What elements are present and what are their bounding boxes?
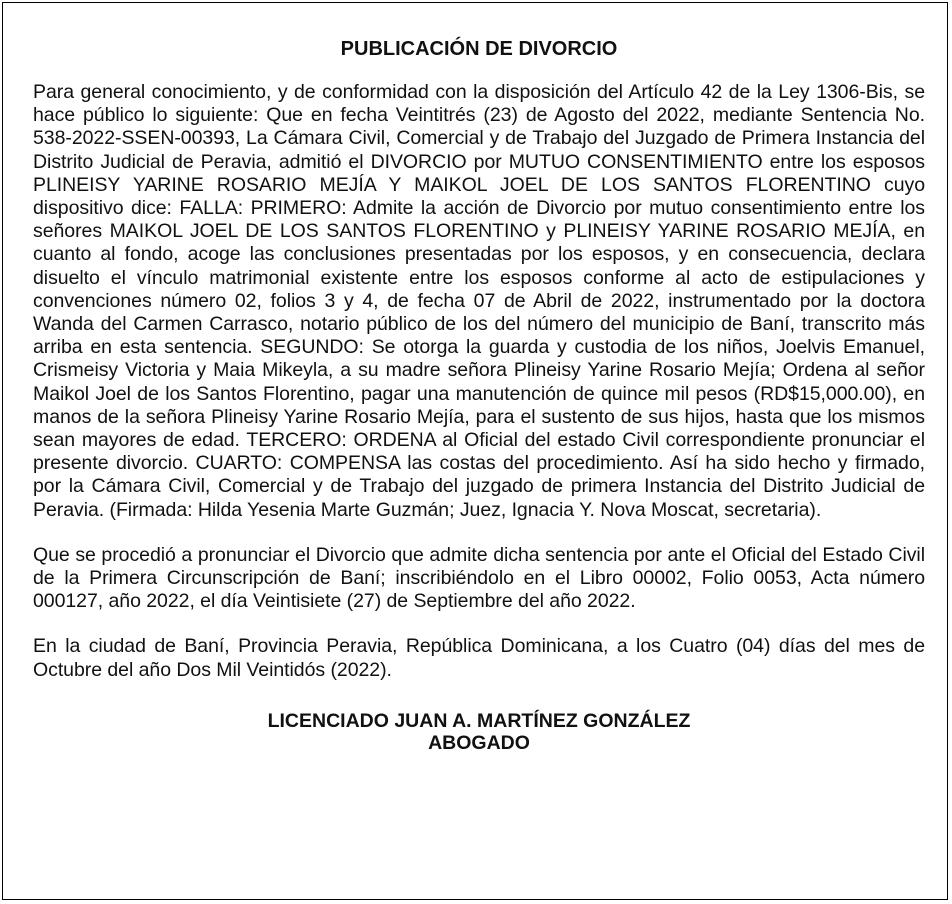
- signature-name: LICENCIADO JUAN A. MARTÍNEZ GONZÁLEZ: [267, 709, 691, 732]
- notice-paragraph-place-date: En la ciudad de Baní, Provincia Peravia, República Dominicana, a los Cuatro (04) días del mes de Octubre del año Dos Mil Veintidós (2022).: [33, 635, 925, 681]
- legal-notice: [2, 2, 948, 900]
- signature-block: [33, 710, 925, 754]
- signature-role: ABOGADO: [428, 731, 530, 754]
- notice-title: PUBLICACIÓN DE DIVORCIO: [340, 38, 618, 60]
- notice-paragraph-ruling: Para general conocimiento, y de conformidad con la disposición del Artículo 42 de la Ley 1306-Bis, se hace público lo siguiente: Que en fecha Veintitrés (23) de Agosto del 2022, mediante Sentencia No. 538-2022-SSEN-00393, La Cámara Civil, Comercial y de Trabajo del Juzgado de Primera Instancia del Distrito Judicial de Peravia, admitió el DIVORCIO por MUTUO CONSENTIMIENTO entre los esposos PLINEISY YARINE ROSARIO MEJÍA Y MAIKOL JOEL DE LOS SANTOS FLORENTINO cuyo dispositivo dice: FALLA: PRIMERO: Admite la acción de Divorcio por mutuo consentimiento entre los señores MAIKOL JOEL DE LOS SANTOS FLORENTINO y PLINEISY YARINE ROSARIO MEJÍA, en cuanto al fondo, acoge las conclusiones presentadas por los esposos, y en consecuencia, declara disuelto el vínculo matrimonial existente entre los esposos conforme al acto de estipulaciones y convenciones número 02, folios 3 y 4, de fecha 07 de Abril de 2022, instrumentado por la doctora Wanda del Carmen Carrasco, notario público de los del número del municipio de Baní, transcrito más arriba en esta sentencia. SEGUNDO: Se otorga la guarda y custodia de los niños, Joelvis Emanuel, Crismeisy Victoria y Maia Mikeyla, a su madre señora Plineisy Yarine Rosario Mejía; Ordena al señor Maikol Joel de los Santos Florentino, pagar una manutención de quince mil pesos (RD$15,000.00), en manos de la señora Plineisy Yarine Rosario Mejía, para el sustento de sus hijos, hasta que los mismos sean mayores de edad. TERCERO: ORDENA al Oficial del estado Civil correspondiente pronunciar el presente divorcio. CUARTO: COMPENSA las costas del procedimiento. Así ha sido hecho y firmado, por la Cámara Civil, Comercial y de Trabajo del juzgado de primera Instancia del Distrito Judicial de Peravia. (Firmada: Hilda Yesenia Marte Guzmán; Juez, Ignacia Y. Nova Moscat, secretaria).: [33, 81, 925, 521]
- notice-content: [33, 37, 925, 754]
- notice-paragraph-registration: Que se procedió a pronunciar el Divorcio que admite dicha sentencia por ante el Oficial del Estado Civil de la Primera Circunscripción de Baní; inscribiéndolo en el Libro 00002, Folio 0053, Acta número 000127, año 2022, el día Veintisiete (27) de Septiembre del año 2022.: [33, 543, 925, 613]
